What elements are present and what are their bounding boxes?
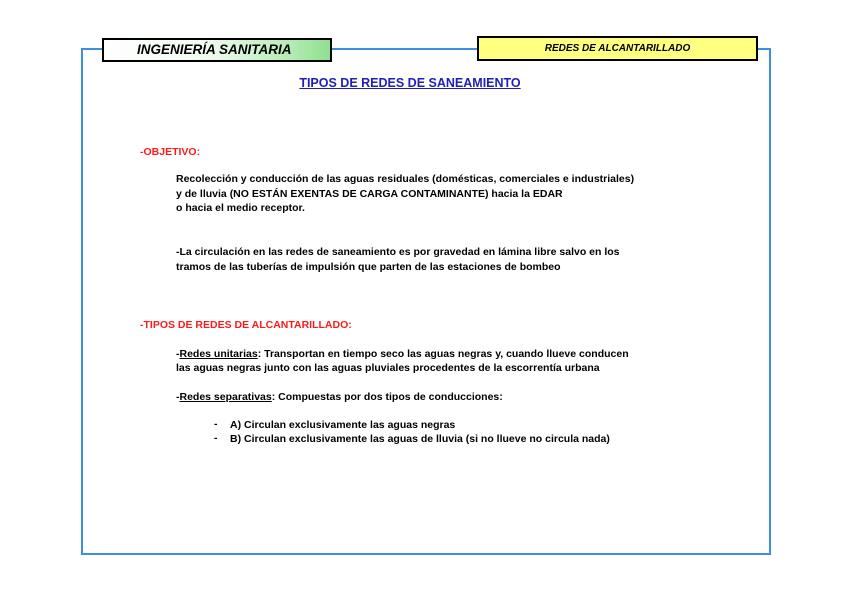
bullet-b: B) Circulan exclusivamente las aguas de lluvia (si no llueve no circula nada) xyxy=(230,433,610,445)
page-title: TIPOS DE REDES DE SANEAMIENTO xyxy=(299,76,521,90)
circulacion-line-1: -La circulación en las redes de saneamiento es por gravedad en lámina libre salvo en los xyxy=(176,246,620,258)
unitarias-term: Redes unitarias xyxy=(179,348,258,360)
unitarias-line-1 xyxy=(176,347,629,362)
section-title-tab: REDES DE ALCANTARILLADO xyxy=(477,36,758,61)
bullet-marker-a: - xyxy=(214,418,218,430)
circulacion-line-2: tramos de las tuberías de impulsión que parten de las estaciones de bombeo xyxy=(176,261,561,273)
unitarias-prefix: - xyxy=(176,348,180,360)
objetivo-line-3: o hacia el medio receptor. xyxy=(176,202,305,214)
objetivo-line-2: y de lluvia (NO ESTÁN EXENTAS DE CARGA CONTAMINANTE) hacia la EDAR xyxy=(176,188,563,200)
bullet-marker-b: - xyxy=(214,432,218,444)
unitarias-line-2: las aguas negras junto con las aguas pluviales procedentes de la escorrentía urbana xyxy=(176,362,600,374)
separativas-prefix: - xyxy=(176,391,180,403)
separativas-desc: : Compuestas por dos tipos de conducciones: xyxy=(271,391,503,403)
bullet-a: A) Circulan exclusivamente las aguas negras xyxy=(230,419,456,431)
objetivo-line-1: Recolección y conducción de las aguas residuales (domésticas, comerciales e industriales) xyxy=(176,173,635,185)
course-title-tab: INGENIERÍA SANITARIA xyxy=(102,38,332,62)
separativas-line xyxy=(176,390,503,405)
objetivo-heading: -OBJETIVO: xyxy=(140,146,201,158)
unitarias-desc: : Transportan en tiempo seco las aguas negras y, cuando llueve conducen xyxy=(257,348,629,360)
page-frame xyxy=(81,48,771,555)
separativas-term: Redes separativas xyxy=(179,391,272,403)
tipos-heading: -TIPOS DE REDES DE ALCANTARILLADO: xyxy=(140,319,352,331)
